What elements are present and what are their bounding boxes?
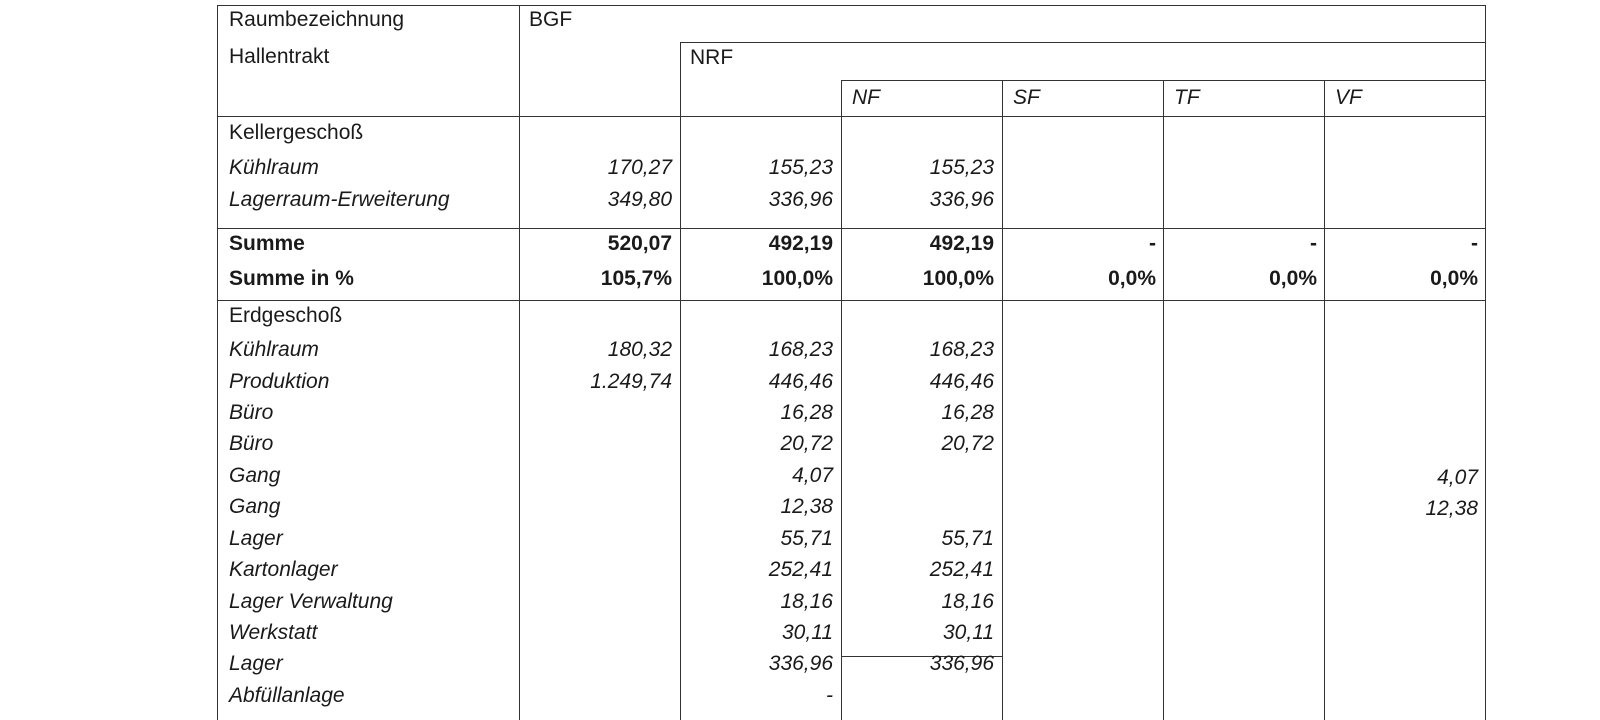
table-border-left (217, 5, 218, 720)
erd-row-nrf: 4,07 (792, 464, 833, 487)
keller-row-nf: 155,23 (929, 156, 994, 179)
keller-summe-pct-sf: 0,0% (1108, 267, 1156, 290)
erd-row-nf: 55,71 (941, 527, 994, 550)
keller-row-nf: 336,96 (929, 188, 994, 211)
erd-row-bgf: 180,32 (607, 338, 672, 361)
keller-sum-top-rule (217, 228, 1486, 229)
keller-row-bgf: 170,27 (607, 156, 672, 179)
erd-row-nrf: 30,11 (782, 621, 833, 644)
erd-row-nrf: 16,28 (780, 401, 833, 424)
erd-row-name: Büro (229, 432, 274, 455)
erd-row-name: Gang (229, 464, 281, 487)
nf-group-top-rule (841, 80, 1486, 81)
erd-row-name: Gang (229, 495, 281, 518)
section-title-erdgeschoss: Erdgeschoß (229, 304, 343, 327)
keller-row-bgf: 349,80 (607, 188, 672, 211)
erd-row-name: Lager (229, 652, 283, 675)
erd-row-nf: 168,23 (929, 338, 994, 361)
nrf-group-top-rule (680, 42, 1486, 43)
erd-row-nf: 252,41 (929, 558, 994, 581)
header-vf: VF (1335, 86, 1362, 109)
section-title-kellergeschoss: Kellergeschoß (229, 121, 364, 144)
erd-row-name: Lager Verwaltung (229, 590, 393, 613)
keller-sum-bottom-rule (217, 300, 1486, 301)
header-bottom-rule (217, 116, 1486, 117)
keller-row-name: Kühlraum (229, 156, 319, 179)
erd-row-nrf: 55,71 (780, 527, 833, 550)
erd-row-bgf: 1.249,74 (590, 370, 672, 393)
erd-row-nrf: 336,96 (768, 652, 833, 675)
keller-row-nrf: 336,96 (768, 188, 833, 211)
header-tf: TF (1174, 86, 1200, 109)
erd-row-name: Produktion (229, 370, 330, 393)
header-bgf: BGF (529, 8, 573, 31)
erd-row-name: Werkstatt (229, 621, 318, 644)
col-divider-sf-tf (1163, 80, 1164, 720)
erd-row-name: Lager (229, 527, 283, 550)
erd-row-nrf: 20,72 (780, 432, 833, 455)
erd-row-nf: 30,11 (943, 621, 994, 644)
keller-summe-tf: - (1310, 232, 1317, 255)
col-divider-name-bgf (519, 300, 520, 720)
keller-summe-pct-nf: 100,0% (922, 267, 994, 290)
erd-row-nf: 446,46 (929, 370, 994, 393)
keller-summe-sf: - (1149, 232, 1156, 255)
col-divider-tf-vf (1324, 80, 1325, 720)
header-hallentrakt: Hallentrakt (229, 45, 330, 68)
erd-row-nrf: 446,46 (768, 370, 833, 393)
table-border-top (217, 5, 1486, 6)
erd-row-nrf: 12,38 (780, 495, 833, 518)
keller-summe-nf: 492,19 (929, 232, 994, 255)
erd-row-name: Kühlraum (229, 338, 319, 361)
keller-row-name: Lagerraum-Erweiterung (229, 188, 450, 211)
erd-row-nrf: 168,23 (768, 338, 833, 361)
header-nrf: NRF (690, 46, 734, 69)
erd-row-name: Abfüllanlage (229, 684, 345, 707)
col-divider-nrf-nf (841, 80, 842, 720)
erd-row-nf: 16,28 (941, 401, 994, 424)
erd-row-nf: 18,16 (941, 590, 994, 613)
erd-row-vf: 4,07 (1437, 466, 1478, 489)
erd-row-name: Kartonlager (229, 558, 338, 581)
erd-row-name: Büro (229, 401, 274, 424)
keller-summe-pct-bgf: 105,7% (600, 267, 672, 290)
col-divider-bgf-nrf (680, 42, 681, 720)
col-divider-name-bgf (519, 5, 520, 300)
erd-row-vf: 12,38 (1425, 497, 1478, 520)
keller-summe-pct-label: Summe in % (229, 267, 354, 290)
keller-summe-pct-tf: 0,0% (1269, 267, 1317, 290)
erd-row-nrf: - (826, 684, 833, 707)
keller-summe-vf: - (1471, 232, 1478, 255)
keller-summe-label: Summe (229, 232, 305, 255)
erd-row-nf: 20,72 (941, 432, 994, 455)
table-border-right (1485, 5, 1486, 720)
header-raumbezeichnung: Raumbezeichnung (229, 8, 405, 31)
erd-row-nf: 336,96 (929, 652, 994, 675)
keller-summe-pct-vf: 0,0% (1430, 267, 1478, 290)
erd-row-nrf: 252,41 (768, 558, 833, 581)
header-sf: SF (1013, 86, 1040, 109)
keller-summe-pct-nrf: 100,0% (761, 267, 833, 290)
header-nf: NF (852, 86, 880, 109)
col-divider-nf-sf (1002, 80, 1003, 720)
keller-summe-bgf: 520,07 (607, 232, 672, 255)
erd-row-nrf: 18,16 (780, 590, 833, 613)
keller-summe-nrf: 492,19 (768, 232, 833, 255)
keller-row-nrf: 155,23 (768, 156, 833, 179)
